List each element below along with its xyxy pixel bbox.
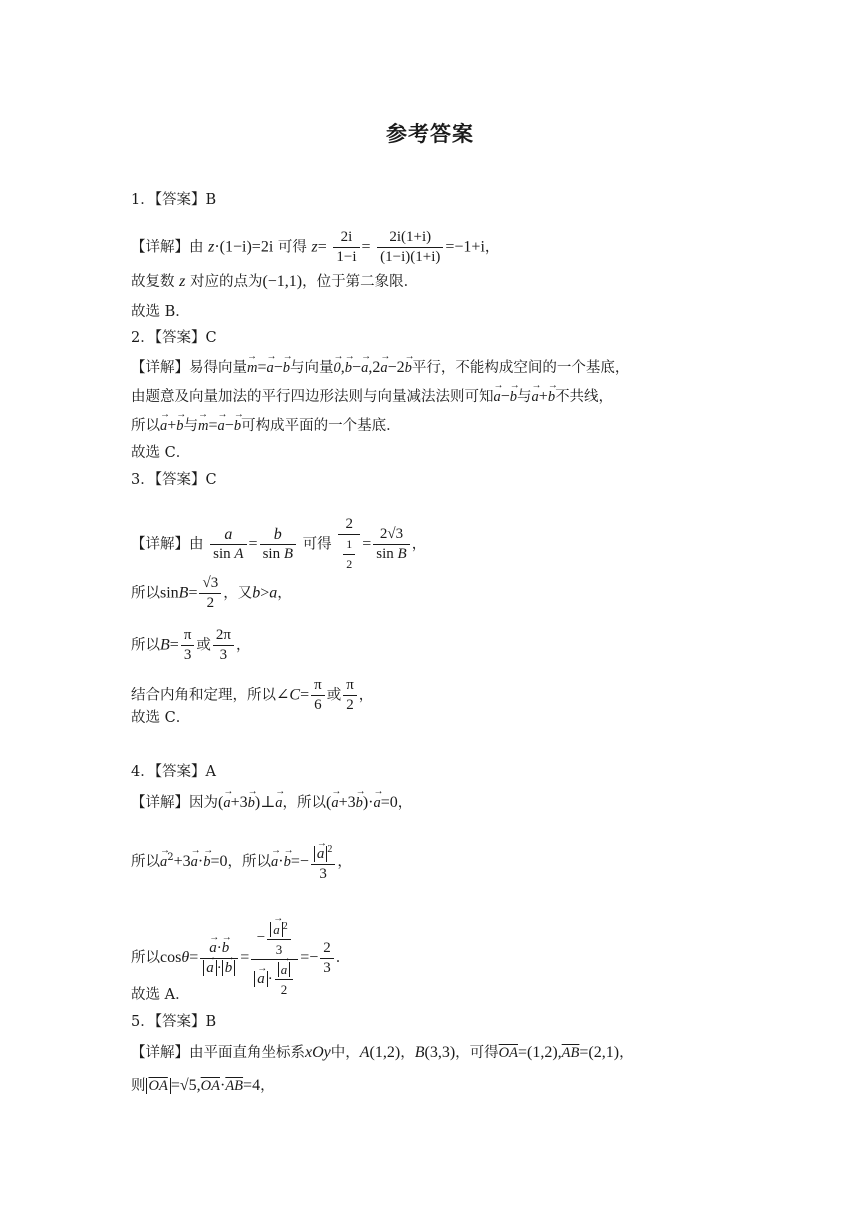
q5-line2: 则 $\overline{OA} =√5,\overline{OA}\cdot\overline{AB}=4$， [131, 1077, 275, 1094]
q1-answer: 1．【答案】B [131, 192, 217, 208]
q4-answer: 4．【答案】A [131, 764, 216, 780]
q3-line4: 结合内角和定理，所以∠C= $\frac{\pi}{6}$ 或 $\frac{\pi}{2}$ ， [131, 677, 374, 713]
q4-line4: 故选 A． [131, 987, 190, 1003]
q5-line1: 【详解】由平面直角坐标系xOy中，A(1,2)，B(3,3)，可得$\overline{OA}=(1,2),\overline{AB}=(2,1)$， [131, 1044, 634, 1061]
q3-line2: 所以sinB= $\frac{√3}{2}$ ，又b>a， [131, 575, 292, 611]
q3-line1: 【详解】由 $\frac{a}{\text{sin A}}$ = $\frac{b}{\text{sin B}}$ 可得 $\frac{2}{\frac{1}{2}}$ = $\frac{2√3}{\text{sin B}}$ ， [131, 516, 427, 571]
q2-line4: 故选 C． [131, 445, 191, 461]
q2-line3: 所以→ a+→ b与→ m=→ a−→ b可构成平面的一个基底． [131, 416, 401, 436]
q4-line3: 所以cosθ= → a·→ b → a · → b = − → $\frac{a ^2}{3}$ → a · → $\frac{a}{2}$ =− $\frac{2}{3}$ ． [131, 917, 350, 999]
q5-answer: 5．【答案】B [131, 1014, 217, 1030]
q1-line3: 故选 B． [131, 304, 190, 320]
q2-line2: 由题意及向量加法的平行四边形法则与向量减法法则可知→ a−→ b与→ a+→ b不共线， [131, 387, 613, 407]
q2-line1: 【详解】易得向量→ m=→ a−→ b与向量→ 0,→ b−→ a,2→ a−2→ b平行，不能构成空间的一个基底， [131, 358, 629, 378]
q4-line2: 所以→ $a^2+3\to a\cdot\to b=0$，所以→ a·→ b=− → $\frac{a ^2}{3}$ ， [131, 840, 352, 884]
page-title: 参考答案 [386, 122, 474, 146]
q4-line1: 【详解】因为(→ a+3→ b)⊥→ a，所以(→ a+3→ b)·→ a=0， [131, 793, 412, 813]
q3-line3: 所以B= $\frac{\pi}{3}$ 或 $\frac{2\pi}{3}$ ， [131, 627, 251, 663]
q1-line1: 【详解】由 z·(1−i)=2i 可得 z= $\frac{2i}{1-i}$ = $\frac{2i(1+i)}{(1-i)(1+i)}$ =−1+i， [131, 229, 500, 265]
q1-line2: 故复数 z 对应的点为(−1,1)，位于第二象限． [131, 273, 419, 290]
q3-line5: 故选 C． [131, 710, 191, 726]
q2-answer: 2．【答案】C [131, 330, 217, 346]
q3-answer: 3．【答案】C [131, 472, 217, 488]
